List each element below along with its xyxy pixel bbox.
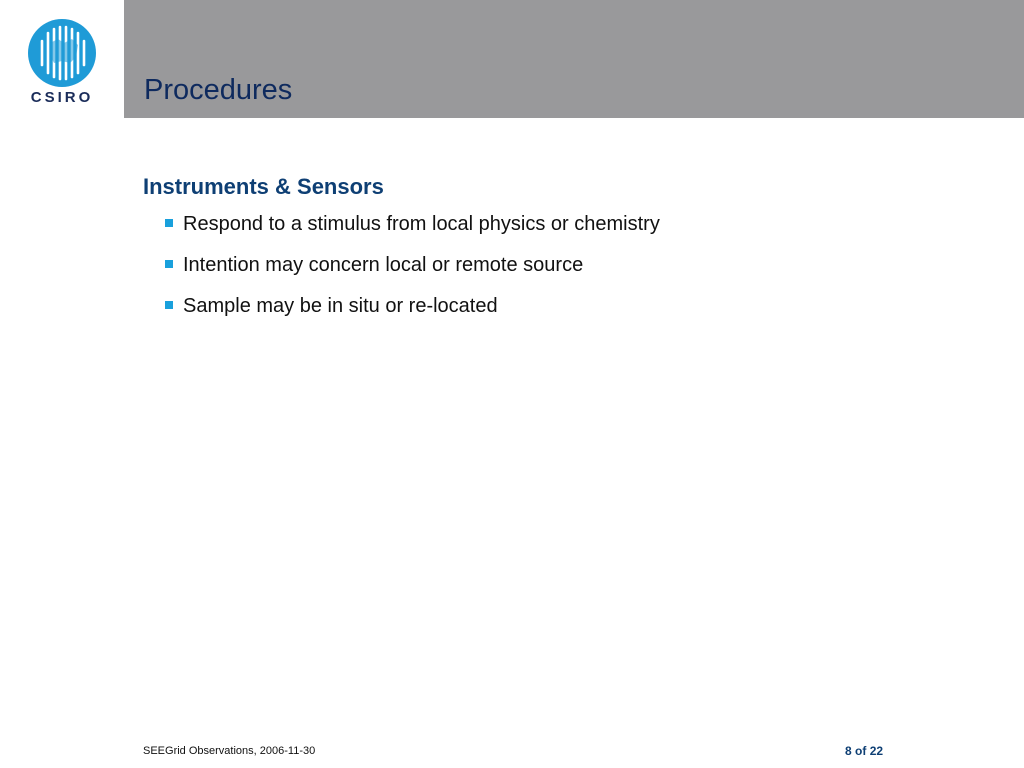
square-bullet-icon — [165, 260, 173, 268]
list-item-text: Intention may concern local or remote source — [183, 254, 584, 276]
csiro-logo — [0, 0, 124, 118]
page-of-label: of — [855, 744, 867, 758]
footer-caption: SEEGrid Observations, 2006-11-30 — [143, 745, 316, 757]
square-bullet-icon — [165, 219, 173, 227]
csiro-logo-emblem-icon — [28, 19, 96, 87]
header-bar — [124, 0, 1024, 118]
page-current: 8 — [845, 744, 852, 758]
csiro-logo-text: CSIRO — [30, 89, 94, 106]
page-total: 22 — [869, 744, 884, 758]
list-item-text: Respond to a stimulus from local physics or chemistry — [183, 213, 660, 235]
section-heading: Instruments & Sensors — [143, 174, 384, 199]
page-title: Procedures — [144, 74, 293, 106]
page-number — [845, 744, 883, 758]
list-item-text: Sample may be in situ or re-located — [183, 295, 498, 317]
bullet-list — [163, 211, 963, 319]
list-item — [163, 252, 963, 278]
list-item — [163, 211, 963, 237]
list-item — [163, 293, 963, 319]
slide-content — [143, 172, 963, 334]
square-bullet-icon — [165, 301, 173, 309]
